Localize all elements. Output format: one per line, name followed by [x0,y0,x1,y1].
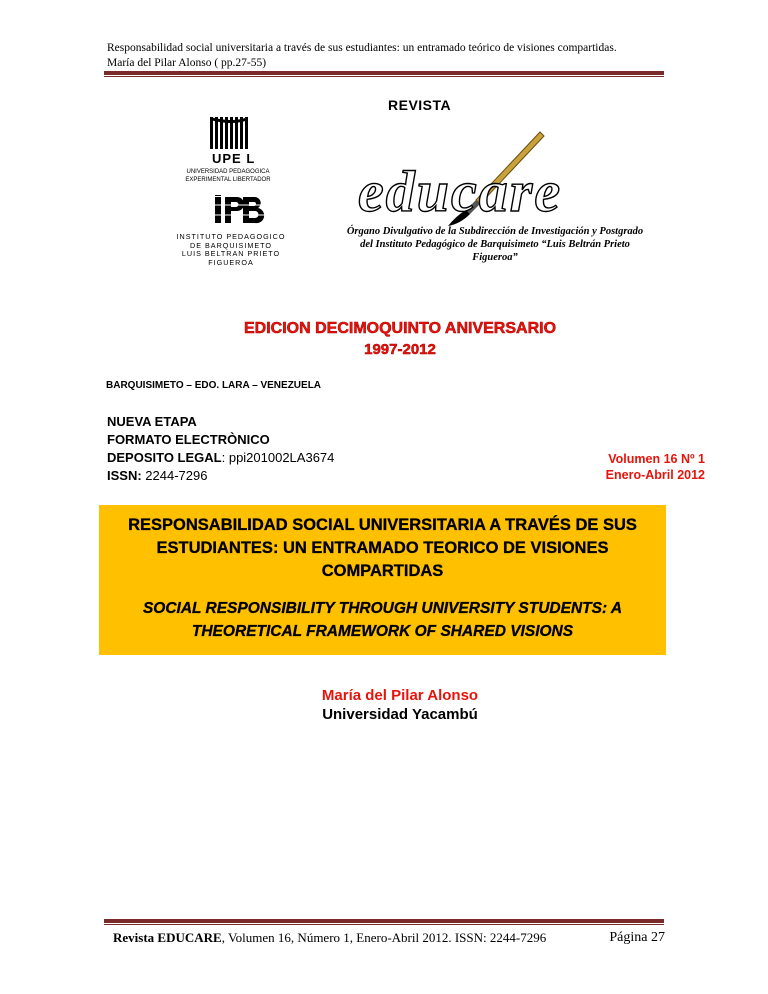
ipb-subtitle-line3: LUIS BELTRAN PRIETO FIGUEROA [181,249,281,267]
header-rule [104,71,664,75]
running-header [107,41,667,71]
organo-line3: Figueroa” [472,252,518,263]
edition-years: 1997-2012 [364,341,436,358]
pub-line2: FORMATO ELECTRÒNICO [107,432,270,447]
upel-subtitle [178,168,278,184]
revista-label: REVISTA [388,97,452,113]
ipb-subtitle-line1: INSTITUTO PEDAGOGICO [176,232,286,241]
issn-label: ISSN: [107,468,142,483]
educare-logotype: educare [358,159,563,224]
ipb-logo-icon [215,195,267,225]
issn-value: 2244-7296 [141,468,208,483]
organo-line1: Órgano Divulgativo de la Subdirección de Investigación y Postgrado [346,226,644,237]
upel-logo-icon [208,117,258,151]
deposito-value: : ppi201002LA3674 [221,450,335,465]
running-header-author: María del Pilar Alonso ( pp.27-55) [107,57,267,69]
edition-title: EDICION DECIMOQUINTO ANIVERSARIO [243,320,557,337]
author-affiliation: Universidad Yacambú [322,706,478,723]
author-name: María del Pilar Alonso [321,687,479,704]
ipb-subtitle-line2: DE BARQUISIMETO [190,240,272,250]
title-es-line3: COMPARTIDAS [321,562,444,580]
title-en-line2: THEORETICAL FRAMEWORK OF SHARED VISIONS [191,623,574,640]
header-rule-thin [104,76,664,77]
upel-subtitle-line1: UNIVERSIDAD PEDAGOGICA [186,169,270,175]
organo-line2: del Instituto Pedagógico de Barquisimeto “Luis Beltrán Prieto [360,239,630,250]
running-header-title: Responsabilidad social universitaria a través de sus estudiantes: un entramado teórico de visiones compartidas. [107,42,617,54]
footer-citation [113,930,546,946]
page-number: Página 27 [609,930,665,945]
organo-description [330,225,660,264]
article-title-english [99,597,666,643]
upel-name: UPE L [212,151,256,166]
volume-info [560,451,705,483]
footer-details: , Volumen 16, Número 1, Enero-Abril 2012. ISSN: 2244-7296 [221,930,547,945]
title-en-line1: SOCIAL RESPONSIBILITY THROUGH UNIVERSITY STUDENTS: A [142,600,623,617]
edition-city: BARQUISIMETO – EDO. LARA – VENEZUELA [106,380,322,391]
footer-rule [104,919,664,923]
title-es-line1: RESPONSABILIDAD SOCIAL UNIVERSITARIA A TRAVÉS DE SUS [128,516,637,534]
title-es-line2: ESTUDIANTES: UN ENTRAMADO TEORICO DE VISIONES [156,539,609,557]
article-title-spanish [99,514,666,583]
volume-number: Volumen 16 Nº 1 [608,452,705,466]
pub-line1: NUEVA ETAPA [107,414,197,429]
publication-info [107,413,334,485]
footer-journal: Revista EDUCARE [113,930,222,945]
ipb-subtitle [166,233,296,267]
deposito-label: DEPOSITO LEGAL [107,450,222,465]
upel-subtitle-line2: EXPERIMENTAL LIBERTADOR [185,177,271,183]
volume-date: Enero-Abril 2012 [605,468,705,482]
footer-rule-thin [104,924,664,925]
